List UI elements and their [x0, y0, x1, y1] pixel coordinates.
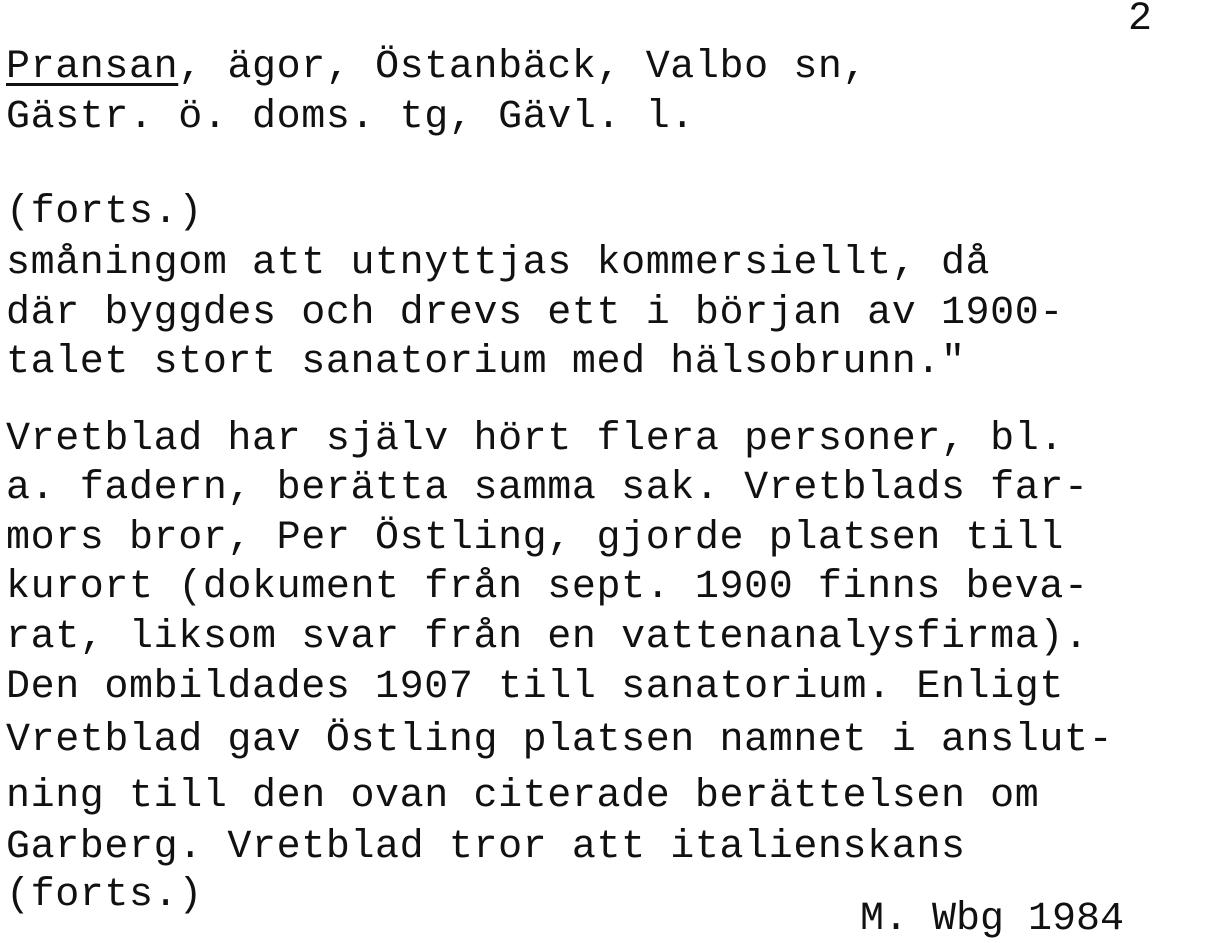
page-number: 2: [1128, 0, 1153, 42]
heading-line-1: [6, 45, 868, 90]
body-line-6: Den ombildades 1907 till sanatorium. Enligt: [6, 665, 1064, 710]
heading-line-2: Gästr. ö. doms. tg, Gävl. l.: [6, 95, 695, 140]
signature-date: M. Wbg 1984: [860, 897, 1125, 942]
body-line-4: kurort (dokument från sept. 1900 finns beva-: [6, 565, 1089, 610]
body-line-3: mors bror, Per Östling, gjorde platsen till: [6, 516, 1064, 561]
body-line-7: Vretblad gav Östling platsen namnet i anslut-: [6, 718, 1114, 763]
body-line-5: rat, liksom svar från en vattenanalysfirma).: [6, 615, 1089, 660]
body-line-1: Vretblad har själv hört flera personer, bl.: [6, 417, 1064, 462]
quote-line-3: talet stort sanatorium med hälsobrunn.": [6, 340, 966, 385]
continued-marker-bottom: (forts.): [6, 873, 203, 918]
body-line-2: a. fadern, berätta samma sak. Vretblads far-: [6, 466, 1089, 511]
body-line-9: Garberg. Vretblad tror att italienskans: [6, 825, 966, 870]
body-line-8: ning till den ovan citerade berättelsen om: [6, 774, 1040, 819]
quote-line-2: där byggdes och drevs ett i början av 1900-: [6, 291, 1064, 336]
quote-line-1: småningom att utnyttjas kommersiellt, då: [6, 241, 991, 286]
continued-marker-top: (forts.): [6, 190, 203, 235]
heading-line-1-rest: , ägor, Östanbäck, Valbo sn,: [178, 45, 868, 90]
heading-title-word: Pransan: [6, 45, 179, 90]
